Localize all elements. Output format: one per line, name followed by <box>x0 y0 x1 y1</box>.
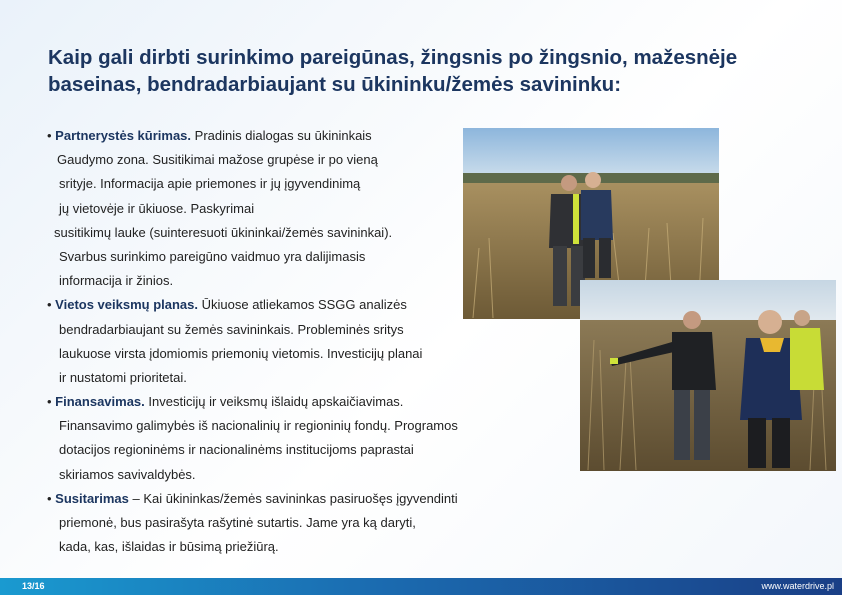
body-text: Investicijų ir veiksmų išlaidų apskaičiavimas. <box>144 394 404 410</box>
field-photo-2 <box>580 280 836 471</box>
body-text: Svarbus surinkimo pareigūno vaidmuo yra dalijimasis <box>59 248 366 264</box>
body-text: jų vietovėje ir ūkiuose. Paskyrimai <box>59 200 255 216</box>
body-line <box>47 197 507 221</box>
body-line <box>47 487 507 511</box>
body-line <box>47 463 507 487</box>
body-line <box>47 342 507 366</box>
body-line <box>47 318 507 342</box>
body-line <box>47 172 507 196</box>
body-text: bendradarbiaujant su žemės savininkais. Probleminės sritys <box>59 321 404 337</box>
bullet-heading: Partnerystės kūrimas. <box>55 128 192 143</box>
body-line <box>47 438 507 462</box>
bullet-marker: • <box>47 394 56 410</box>
body-text: laukuose virsta įdomiomis priemonių vietomis. Investicijų planai <box>59 345 423 361</box>
body-line <box>47 535 507 559</box>
body-line <box>47 221 507 245</box>
body-line <box>47 366 507 390</box>
body-line <box>47 293 507 317</box>
body-line <box>47 245 507 269</box>
footer-bar <box>0 578 842 595</box>
body-text: Pradinis dialogas su ūkininkais <box>191 128 372 143</box>
body-text: srityje. Informacija apie priemones ir jų įgyvendinimą <box>59 176 361 192</box>
body-text: – Kai ūkininkas/žemės savininkas pasiruošęs įgyvendinti <box>128 490 458 506</box>
body-line <box>47 148 507 172</box>
body-text: kada, kas, išlaidas ir būsimą priežiūrą. <box>59 539 279 555</box>
body-line <box>47 414 507 438</box>
slide-body-text <box>47 124 507 559</box>
body-line <box>47 511 507 535</box>
bullet-marker: • <box>47 297 56 313</box>
body-text: Gaudymo zona. Susitikimai mažose grupėse ir po vieną <box>57 152 378 168</box>
bullet-marker: • <box>47 128 56 143</box>
bullet-heading: Finansavimas. <box>55 394 145 410</box>
body-text: priemonė, bus pasirašyta rašytinė sutartis. Jame yra ką daryti, <box>59 515 416 530</box>
body-line <box>47 269 507 293</box>
bullet-heading: Susitarimas <box>55 490 129 506</box>
page-number: 13/16 <box>22 581 45 591</box>
body-line <box>47 124 507 148</box>
bullet-heading: Vietos veiksmų planas. <box>55 297 199 313</box>
body-text: skiriamos savivaldybės. <box>59 466 196 482</box>
slide-title: Kaip gali dirbti surinkimo pareigūnas, žingsnis po žingsnio, mažesnėje baseinas, bendradarbiaujant su ūkininku/žemės savininku: <box>48 46 738 96</box>
body-text: susitikimų lauke (suinteresuoti ūkininkai/žemės savininkai). <box>54 224 393 240</box>
body-line <box>47 390 507 414</box>
body-text: Ūkiuose atliekamos SSGG analizės <box>198 297 407 313</box>
body-text: ir nustatomi prioritetai. <box>59 369 187 385</box>
website-link[interactable]: www.waterdrive.pl <box>761 581 834 591</box>
body-text: informacija ir žinios. <box>59 273 174 289</box>
body-text: Finansavimo galimybės iš nacionalinių ir regioninių fondų. Programos <box>59 418 458 434</box>
body-text: dotacijos regioninėms ir nacionalinėms institucijoms paprastai <box>59 442 414 458</box>
bullet-marker: • <box>47 490 56 506</box>
